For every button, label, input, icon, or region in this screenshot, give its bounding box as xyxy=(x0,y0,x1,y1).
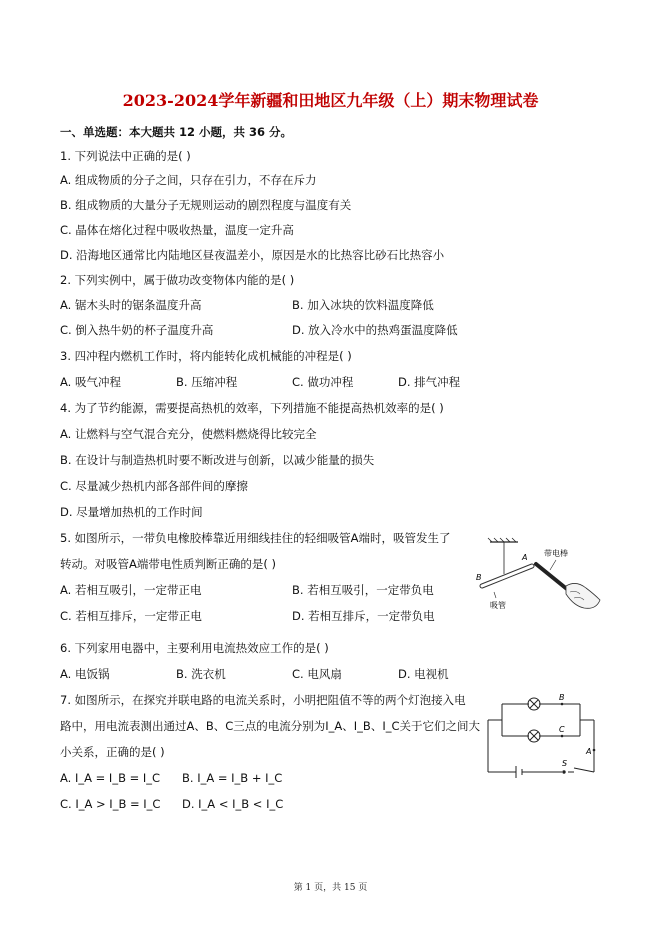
q3-option-c: C. 做功冲程 xyxy=(292,375,354,389)
q2-option-a: A. 锯木头时的锯条温度升高 xyxy=(60,298,202,312)
q3-option-d: D. 排气冲程 xyxy=(398,375,461,389)
q4-option-d: D. 尽量增加热机的工作时间 xyxy=(60,505,203,519)
q7-fig-label-s: S xyxy=(562,759,568,768)
q3-option-a: A. 吸气冲程 xyxy=(60,375,121,389)
q7-fig-label-c: C xyxy=(559,725,565,734)
q5-fig-label-rod: 带电棒 xyxy=(544,549,568,558)
q7-option-a: A. I_A = I_B = I_C xyxy=(60,771,161,785)
q1-option-c: C. 晶体在熔化过程中吸收热量，温度一定升高 xyxy=(60,223,294,237)
q2-option-c: C. 倒入热牛奶的杯子温度升高 xyxy=(60,323,214,337)
q5-stem-line-1: 5. 如图所示，一带负电橡胶棒靠近用细线挂住的轻细吸管A端时，吸管发生了 xyxy=(60,531,451,545)
q5-fig-label-b: B xyxy=(476,573,482,582)
q5-option-d: D. 若相互排斥，一定带负电 xyxy=(292,609,435,623)
q1-option-b: B. 组成物质的大量分子无规则运动的剧烈程度与温度有关 xyxy=(60,198,352,212)
q2-option-b: B. 加入冰块的饮料温度降低 xyxy=(292,298,434,312)
q7-option-b: B. I_A = I_B + I_C xyxy=(182,771,283,785)
q7-option-d: D. I_A < I_B < I_C xyxy=(182,797,284,811)
q5-fig-label-a: A xyxy=(522,553,528,562)
page-footer: 第 1 页，共 15 页 xyxy=(293,883,368,893)
q3-stem: 3. 四冲程内燃机工作时，将内能转化成机械能的冲程是( ) xyxy=(60,349,352,363)
q5-fig-label-straw: 吸管 xyxy=(490,601,506,610)
q7-circuit-figure xyxy=(484,690,602,780)
q2-option-d: D. 放入冷水中的热鸡蛋温度降低 xyxy=(292,323,458,337)
q1-stem: 1. 下列说法中正确的是( ) xyxy=(60,149,191,163)
q5-option-c: C. 若相互排斥，一定带正电 xyxy=(60,609,202,623)
q1-option-a: A. 组成物质的分子之间，只存在引力，不存在斥力 xyxy=(60,173,317,187)
q7-fig-label-b: B xyxy=(559,693,565,702)
q1-option-d: D. 沿海地区通常比内陆地区昼夜温差小，原因是水的比热容比砂石比热容小 xyxy=(60,248,445,262)
q7-stem-line-1: 7. 如图所示，在探究并联电路的电流关系时，小明把阻值不等的两个灯泡接入电 xyxy=(60,693,466,707)
q3-option-b: B. 压缩冲程 xyxy=(176,375,238,389)
q7-fig-label-a: A xyxy=(586,747,592,756)
q4-option-a: A. 让燃料与空气混合充分，使燃料燃烧得比较完全 xyxy=(60,427,317,441)
q4-option-b: B. 在设计与制造热机时要不断改进与创新，以减少能量的损失 xyxy=(60,453,375,467)
q7-stem-line-3: 小关系，正确的是( ) xyxy=(60,745,165,759)
q6-option-b: B. 洗衣机 xyxy=(176,667,226,681)
q5-option-a: A. 若相互吸引，一定带正电 xyxy=(60,583,202,597)
q6-option-a: A. 电饭锅 xyxy=(60,667,110,681)
q6-option-c: C. 电风扇 xyxy=(292,667,342,681)
q6-stem: 6. 下列家用电器中，主要利用电流热效应工作的是( ) xyxy=(60,641,329,655)
section-heading: 一、单选题：本大题共 12 小题，共 36 分。 xyxy=(60,125,293,139)
q7-option-c: C. I_A > I_B = I_C xyxy=(60,797,161,811)
page-title: 2023-2024学年新疆和田地区九年级（上）期末物理试卷 xyxy=(122,91,539,110)
q7-stem-line-2: 路中，用电流表测出通过A、B、C三点的电流分别为I_A、I_B、I_C关于它们之间大 xyxy=(60,719,480,733)
q5-stem-line-2: 转动。对吸管A端带电性质判断正确的是( ) xyxy=(60,557,276,571)
q4-option-c: C. 尽量减少热机内部各部件间的摩擦 xyxy=(60,479,248,493)
q6-option-d: D. 电视机 xyxy=(398,667,449,681)
q4-stem: 4. 为了节约能源，需要提高热机的效率，下列措施不能提高热机效率的是( ) xyxy=(60,401,444,415)
q5-option-b: B. 若相互吸引，一定带负电 xyxy=(292,583,434,597)
q2-stem: 2. 下列实例中，属于做功改变物体内能的是( ) xyxy=(60,273,295,287)
q5-figure xyxy=(474,536,606,614)
